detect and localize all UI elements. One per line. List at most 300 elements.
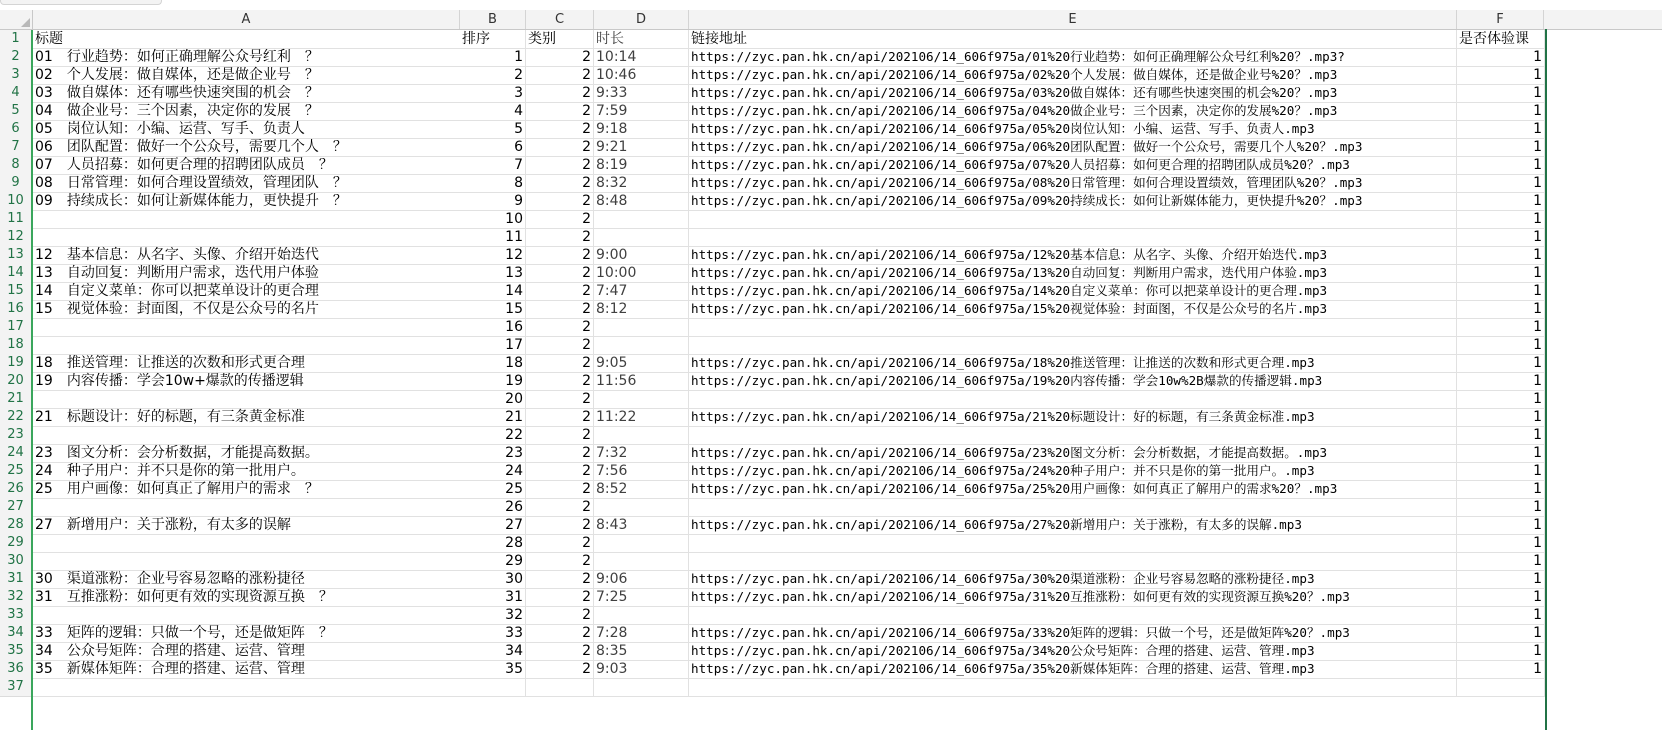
cell-d[interactable]: 9:00 — [594, 246, 689, 265]
cell-a[interactable]: 33 矩阵的逻辑：只做一个号，还是做矩阵 ？ — [33, 624, 460, 643]
cell-a[interactable]: 25 用户画像：如何真正了解用户的需求 ？ — [33, 480, 460, 499]
cell-e[interactable] — [689, 210, 1457, 229]
row-number[interactable]: 25 — [0, 462, 32, 481]
cell-d[interactable]: 8:52 — [594, 480, 689, 499]
table-row — [0, 300, 1662, 319]
cell-e[interactable]: https://zyc.pan.hk.cn/api/202106/14_606f975a/08%20日常管理：如何合理设置绩效，管理团队%20？.mp3 — [689, 174, 1457, 193]
toolbar-remnant — [0, 0, 1662, 10]
cell-b[interactable]: 26 — [460, 498, 526, 517]
table-row — [0, 552, 1662, 571]
cell-c[interactable]: 2 — [526, 138, 594, 157]
table-row — [0, 48, 1662, 67]
cell-c[interactable]: 2 — [526, 444, 594, 463]
cell-b[interactable]: 5 — [460, 120, 526, 139]
cell-d[interactable]: 7:25 — [594, 588, 689, 607]
cell-d[interactable]: 9:03 — [594, 660, 689, 679]
cell-c[interactable]: 2 — [526, 246, 594, 265]
cell-d[interactable] — [594, 426, 689, 445]
cell-b[interactable]: 12 — [460, 246, 526, 265]
cell-a[interactable]: 12 基本信息：从名字、头像、介绍开始迭代 — [33, 246, 460, 265]
cell-a[interactable]: 30 渠道涨粉：企业号容易忽略的涨粉捷径 — [33, 570, 460, 589]
table-row — [0, 156, 1662, 175]
row-number[interactable]: 37 — [0, 678, 32, 697]
cell-d[interactable] — [594, 318, 689, 337]
cell-a[interactable] — [33, 228, 460, 247]
cell-a[interactable]: 18 推送管理：让推送的次数和形式更合理 — [33, 354, 460, 373]
column-header-row — [0, 10, 1662, 30]
row-number[interactable]: 10 — [0, 192, 32, 211]
row-number[interactable]: 29 — [0, 534, 32, 553]
cell-b[interactable]: 14 — [460, 282, 526, 301]
column-header-f[interactable]: F — [1457, 10, 1544, 29]
table-row — [0, 228, 1662, 247]
table-row — [0, 354, 1662, 373]
cell-f[interactable]: 1 — [1457, 606, 1545, 625]
cell-c[interactable]: 2 — [526, 354, 594, 373]
cell-f[interactable]: 1 — [1457, 462, 1545, 481]
row-number[interactable]: 14 — [0, 264, 32, 283]
cell-d[interactable] — [594, 498, 689, 517]
cell-a[interactable] — [33, 678, 460, 697]
cell-d[interactable]: 8:43 — [594, 516, 689, 535]
cell-c[interactable]: 2 — [526, 318, 594, 337]
cell-a[interactable]: 21 标题设计：好的标题，有三条黄金标准 — [33, 408, 460, 427]
column-header-a[interactable]: A — [33, 10, 460, 29]
table-row — [0, 138, 1662, 157]
table-row — [0, 264, 1662, 283]
cell-e[interactable]: 链接地址 — [689, 30, 1457, 49]
cell-d[interactable]: 8:48 — [594, 192, 689, 211]
cell-d[interactable]: 8:32 — [594, 174, 689, 193]
cell-b[interactable]: 32 — [460, 606, 526, 625]
cell-e[interactable]: https://zyc.pan.hk.cn/api/202106/14_606f975a/27%20新增用户：关于涨粉，有太多的误解.mp3 — [689, 516, 1457, 535]
cell-f[interactable]: 1 — [1457, 192, 1545, 211]
table-row — [0, 516, 1662, 535]
column-header-b[interactable]: B — [460, 10, 526, 29]
row-number[interactable]: 36 — [0, 660, 32, 679]
cell-a[interactable]: 31 互推涨粉：如何更有效的实现资源互换 ？ — [33, 588, 460, 607]
cell-d[interactable]: 10:46 — [594, 66, 689, 85]
table-row — [0, 624, 1662, 643]
cell-b[interactable]: 4 — [460, 102, 526, 121]
row-number[interactable]: 5 — [0, 102, 32, 121]
cell-a[interactable]: 35 新媒体矩阵：合理的搭建、运营、管理 — [33, 660, 460, 679]
cell-b[interactable]: 1 — [460, 48, 526, 67]
cell-a[interactable]: 01 行业趋势：如何正确理解公众号红利 ？ — [33, 48, 460, 67]
cell-f[interactable]: 1 — [1457, 570, 1545, 589]
cell-b[interactable]: 24 — [460, 462, 526, 481]
cell-e[interactable]: https://zyc.pan.hk.cn/api/202106/14_606f975a/03%20做自媒体：还有哪些快速突围的机会%20？.mp3 — [689, 84, 1457, 103]
cell-f[interactable]: 1 — [1457, 552, 1545, 571]
table-row — [0, 30, 1662, 49]
cell-d[interactable]: 11:56 — [594, 372, 689, 391]
row-number[interactable]: 7 — [0, 138, 32, 157]
cell-b[interactable]: 33 — [460, 624, 526, 643]
table-row — [0, 588, 1662, 607]
cell-a[interactable]: 05 岗位认知：小编、运营、写手、负责人 — [33, 120, 460, 139]
cell-d[interactable]: 9:06 — [594, 570, 689, 589]
cell-a[interactable]: 07 人员招募：如何更合理的招聘团队成员 ？ — [33, 156, 460, 175]
cell-e[interactable]: https://zyc.pan.hk.cn/api/202106/14_606f975a/30%20渠道涨粉：企业号容易忽略的涨粉捷径.mp3 — [689, 570, 1457, 589]
cell-e[interactable] — [689, 606, 1457, 625]
cell-a[interactable]: 14 自定义菜单：你可以把菜单设计的更合理 — [33, 282, 460, 301]
cell-d[interactable]: 7:59 — [594, 102, 689, 121]
cell-a[interactable]: 03 做自媒体：还有哪些快速突围的机会 ？ — [33, 84, 460, 103]
row-number[interactable]: 15 — [0, 282, 32, 301]
cell-f[interactable]: 1 — [1457, 660, 1545, 679]
cell-f[interactable]: 1 — [1457, 120, 1545, 139]
row-number[interactable]: 26 — [0, 480, 32, 499]
cell-e[interactable] — [689, 336, 1457, 355]
cell-a[interactable]: 15 视觉体验：封面图，不仅是公众号的名片 — [33, 300, 460, 319]
cell-e[interactable]: https://zyc.pan.hk.cn/api/202106/14_606f975a/07%20人员招募：如何更合理的招聘团队成员%20？.mp3 — [689, 156, 1457, 175]
cell-e[interactable]: https://zyc.pan.hk.cn/api/202106/14_606f975a/15%20视觉体验：封面图，不仅是公众号的名片.mp3 — [689, 300, 1457, 319]
cell-a[interactable] — [33, 606, 460, 625]
row-number[interactable]: 34 — [0, 624, 32, 643]
row-number[interactable]: 19 — [0, 354, 32, 373]
row-number[interactable]: 12 — [0, 228, 32, 247]
cell-d[interactable]: 10:00 — [594, 264, 689, 283]
cell-b[interactable]: 3 — [460, 84, 526, 103]
cell-c[interactable]: 2 — [526, 336, 594, 355]
table-row — [0, 84, 1662, 103]
cell-a[interactable] — [33, 552, 460, 571]
cell-f[interactable]: 1 — [1457, 246, 1545, 265]
row-number[interactable]: 32 — [0, 588, 32, 607]
table-row — [0, 444, 1662, 463]
cell-f[interactable] — [1457, 678, 1545, 697]
cell-d[interactable]: 8:35 — [594, 642, 689, 661]
cell-a[interactable] — [33, 426, 460, 445]
table-row — [0, 660, 1662, 679]
cell-c[interactable]: 2 — [526, 606, 594, 625]
cell-c[interactable]: 2 — [526, 570, 594, 589]
cell-f[interactable]: 1 — [1457, 228, 1545, 247]
cell-f[interactable]: 1 — [1457, 138, 1545, 157]
row-number[interactable]: 30 — [0, 552, 32, 571]
cell-a[interactable]: 09 持续成长：如何让新媒体能力，更快提升 ？ — [33, 192, 460, 211]
cell-c[interactable]: 2 — [526, 498, 594, 517]
cell-c[interactable]: 2 — [526, 660, 594, 679]
cell-a[interactable]: 13 自动回复：判断用户需求，迭代用户体验 — [33, 264, 460, 283]
cell-c[interactable]: 2 — [526, 192, 594, 211]
cell-e[interactable]: https://zyc.pan.hk.cn/api/202106/14_606f975a/35%20新媒体矩阵：合理的搭建、运营、管理.mp3 — [689, 660, 1457, 679]
cell-d[interactable] — [594, 552, 689, 571]
cell-b[interactable]: 21 — [460, 408, 526, 427]
cell-b[interactable]: 18 — [460, 354, 526, 373]
cell-d[interactable]: 9:21 — [594, 138, 689, 157]
cell-d[interactable]: 11:22 — [594, 408, 689, 427]
cell-b[interactable]: 27 — [460, 516, 526, 535]
cell-e[interactable]: https://zyc.pan.hk.cn/api/202106/14_606f975a/06%20团队配置：做好一个公众号，需要几个人%20？.mp3 — [689, 138, 1457, 157]
cell-e[interactable] — [689, 498, 1457, 517]
cell-f[interactable]: 1 — [1457, 516, 1545, 535]
cell-f[interactable]: 1 — [1457, 372, 1545, 391]
row-number[interactable]: 35 — [0, 642, 32, 661]
cell-c[interactable]: 2 — [526, 84, 594, 103]
cell-f[interactable]: 1 — [1457, 84, 1545, 103]
row-number[interactable]: 8 — [0, 156, 32, 175]
cell-e[interactable]: https://zyc.pan.hk.cn/api/202106/14_606f975a/31%20互推涨粉：如何更有效的实现资源互换%20？.mp3 — [689, 588, 1457, 607]
row-number[interactable]: 9 — [0, 174, 32, 193]
cell-a[interactable] — [33, 390, 460, 409]
cell-c[interactable]: 2 — [526, 156, 594, 175]
cell-c[interactable]: 2 — [526, 462, 594, 481]
row-number[interactable]: 33 — [0, 606, 32, 625]
table-row — [0, 318, 1662, 337]
table-row — [0, 372, 1662, 391]
cell-f[interactable]: 1 — [1457, 354, 1545, 373]
table-row — [0, 480, 1662, 499]
cell-e[interactable]: https://zyc.pan.hk.cn/api/202106/14_606f975a/21%20标题设计：好的标题，有三条黄金标准.mp3 — [689, 408, 1457, 427]
table-row — [0, 570, 1662, 589]
table-row — [0, 408, 1662, 427]
row-number[interactable]: 27 — [0, 498, 32, 517]
cell-f[interactable]: 1 — [1457, 174, 1545, 193]
cell-a[interactable]: 24 种子用户：并不只是你的第一批用户。 — [33, 462, 460, 481]
cell-c[interactable] — [526, 678, 594, 697]
column-header-blank — [1547, 10, 1662, 30]
cell-e[interactable]: https://zyc.pan.hk.cn/api/202106/14_606f975a/09%20持续成长：如何让新媒体能力，更快提升%20？.mp3 — [689, 192, 1457, 211]
row-number[interactable]: 1 — [0, 30, 32, 49]
cell-c[interactable]: 2 — [526, 642, 594, 661]
cell-e[interactable]: https://zyc.pan.hk.cn/api/202106/14_606f975a/13%20自动回复：判断用户需求，迭代用户体验.mp3 — [689, 264, 1457, 283]
cell-d[interactable] — [594, 228, 689, 247]
cell-f[interactable]: 1 — [1457, 102, 1545, 121]
cell-b[interactable]: 16 — [460, 318, 526, 337]
cell-b[interactable]: 19 — [460, 372, 526, 391]
cell-f[interactable]: 1 — [1457, 318, 1545, 337]
table-row — [0, 498, 1662, 517]
cell-e[interactable] — [689, 228, 1457, 247]
cell-f[interactable]: 1 — [1457, 336, 1545, 355]
row-number[interactable]: 18 — [0, 336, 32, 355]
cell-b[interactable]: 17 — [460, 336, 526, 355]
cell-f[interactable]: 1 — [1457, 300, 1545, 319]
cell-b[interactable]: 20 — [460, 390, 526, 409]
column-header-d[interactable]: D — [594, 10, 689, 29]
cell-c[interactable]: 2 — [526, 624, 594, 643]
cell-c[interactable]: 2 — [526, 102, 594, 121]
column-header-e[interactable]: E — [689, 10, 1457, 29]
cell-b[interactable]: 28 — [460, 534, 526, 553]
cell-a[interactable]: 标题 — [33, 30, 460, 49]
table-row — [0, 210, 1662, 229]
cell-f[interactable]: 1 — [1457, 264, 1545, 283]
cell-b[interactable]: 30 — [460, 570, 526, 589]
row-number[interactable]: 31 — [0, 570, 32, 589]
cell-f[interactable]: 1 — [1457, 444, 1545, 463]
cell-c[interactable]: 2 — [526, 282, 594, 301]
cell-a[interactable]: 19 内容传播：学会10w+爆款的传播逻辑 — [33, 372, 460, 391]
cell-d[interactable] — [594, 336, 689, 355]
cell-b[interactable]: 7 — [460, 156, 526, 175]
cell-c[interactable]: 2 — [526, 120, 594, 139]
cell-c[interactable]: 2 — [526, 588, 594, 607]
cell-b[interactable]: 22 — [460, 426, 526, 445]
row-number[interactable]: 13 — [0, 246, 32, 265]
cell-e[interactable] — [689, 390, 1457, 409]
cell-d[interactable] — [594, 210, 689, 229]
table-row — [0, 120, 1662, 139]
cell-d[interactable]: 8:12 — [594, 300, 689, 319]
cell-b[interactable]: 29 — [460, 552, 526, 571]
cell-e[interactable]: https://zyc.pan.hk.cn/api/202106/14_606f975a/24%20种子用户：并不只是你的第一批用户。.mp3 — [689, 462, 1457, 481]
cell-a[interactable] — [33, 498, 460, 517]
cell-f[interactable]: 1 — [1457, 390, 1545, 409]
row-number[interactable]: 21 — [0, 390, 32, 409]
cell-f[interactable]: 1 — [1457, 48, 1545, 67]
table-row — [0, 390, 1662, 409]
cell-b[interactable]: 23 — [460, 444, 526, 463]
cell-f[interactable]: 1 — [1457, 426, 1545, 445]
cell-e[interactable]: https://zyc.pan.hk.cn/api/202106/14_606f975a/19%20内容传播：学会10w%2B爆款的传播逻辑.mp3 — [689, 372, 1457, 391]
cell-c[interactable]: 2 — [526, 390, 594, 409]
cell-b[interactable]: 9 — [460, 192, 526, 211]
cell-e[interactable] — [689, 318, 1457, 337]
table-row — [0, 534, 1662, 553]
cell-c[interactable]: 2 — [526, 210, 594, 229]
cell-e[interactable]: https://zyc.pan.hk.cn/api/202106/14_606f975a/34%20公众号矩阵：合理的搭建、运营、管理.mp3 — [689, 642, 1457, 661]
cell-f[interactable]: 是否体验课 — [1457, 30, 1545, 49]
cell-c[interactable]: 2 — [526, 174, 594, 193]
cell-a[interactable]: 06 团队配置：做好一个公众号，需要几个人 ？ — [33, 138, 460, 157]
row-number[interactable]: 11 — [0, 210, 32, 229]
cell-e[interactable]: https://zyc.pan.hk.cn/api/202106/14_606f975a/12%20基本信息：从名字、头像、介绍开始迭代.mp3 — [689, 246, 1457, 265]
cell-d[interactable]: 7:28 — [594, 624, 689, 643]
cell-e[interactable]: https://zyc.pan.hk.cn/api/202106/14_606f975a/02%20个人发展：做自媒体，还是做企业号%20？.mp3 — [689, 66, 1457, 85]
cell-b[interactable]: 11 — [460, 228, 526, 247]
cell-c[interactable]: 2 — [526, 426, 594, 445]
row-number[interactable]: 17 — [0, 318, 32, 337]
cell-b[interactable]: 2 — [460, 66, 526, 85]
cell-b[interactable]: 34 — [460, 642, 526, 661]
cell-b[interactable]: 31 — [460, 588, 526, 607]
cell-b[interactable]: 10 — [460, 210, 526, 229]
cell-a[interactable]: 23 图文分析：会分析数据，才能提高数据。 — [33, 444, 460, 463]
cell-e[interactable] — [689, 426, 1457, 445]
cell-f[interactable]: 1 — [1457, 534, 1545, 553]
cell-f[interactable]: 1 — [1457, 480, 1545, 499]
cell-b[interactable]: 排序 — [460, 30, 526, 49]
cell-d[interactable]: 8:19 — [594, 156, 689, 175]
cell-d[interactable] — [594, 606, 689, 625]
spreadsheet-grid[interactable] — [0, 10, 1662, 730]
cell-d[interactable]: 7:56 — [594, 462, 689, 481]
cell-e[interactable] — [689, 678, 1457, 697]
select-all-corner[interactable] — [0, 10, 33, 29]
cell-a[interactable]: 08 日常管理：如何合理设置绩效，管理团队 ？ — [33, 174, 460, 193]
cell-a[interactable]: 27 新增用户：关于涨粉，有太多的误解 — [33, 516, 460, 535]
cell-c[interactable]: 类别 — [526, 30, 594, 49]
cell-c[interactable]: 2 — [526, 264, 594, 283]
cell-f[interactable]: 1 — [1457, 588, 1545, 607]
cell-f[interactable]: 1 — [1457, 210, 1545, 229]
cell-d[interactable] — [594, 390, 689, 409]
cell-f[interactable]: 1 — [1457, 642, 1545, 661]
row-number[interactable]: 16 — [0, 300, 32, 319]
cell-c[interactable]: 2 — [526, 480, 594, 499]
cell-a[interactable] — [33, 336, 460, 355]
cell-b[interactable]: 15 — [460, 300, 526, 319]
row-number[interactable]: 2 — [0, 48, 32, 67]
row-number[interactable]: 24 — [0, 444, 32, 463]
cell-c[interactable]: 2 — [526, 408, 594, 427]
cell-a[interactable]: 34 公众号矩阵：合理的搭建、运营、管理 — [33, 642, 460, 661]
table-row — [0, 174, 1662, 193]
table-row — [0, 642, 1662, 661]
cell-b[interactable]: 8 — [460, 174, 526, 193]
cell-b[interactable] — [460, 678, 526, 697]
cell-c[interactable]: 2 — [526, 300, 594, 319]
cell-d[interactable]: 9:18 — [594, 120, 689, 139]
row-number[interactable]: 22 — [0, 408, 32, 427]
cell-e[interactable]: https://zyc.pan.hk.cn/api/202106/14_606f975a/23%20图文分析：会分析数据，才能提高数据。.mp3 — [689, 444, 1457, 463]
row-number[interactable]: 4 — [0, 84, 32, 103]
cell-b[interactable]: 25 — [460, 480, 526, 499]
cell-c[interactable]: 2 — [526, 48, 594, 67]
cell-d[interactable]: 7:47 — [594, 282, 689, 301]
table-row — [0, 678, 1662, 697]
cell-e[interactable]: https://zyc.pan.hk.cn/api/202106/14_606f975a/05%20岗位认知：小编、运营、写手、负责人.mp3 — [689, 120, 1457, 139]
cell-d[interactable]: 7:32 — [594, 444, 689, 463]
cell-e[interactable] — [689, 552, 1457, 571]
cell-e[interactable]: https://zyc.pan.hk.cn/api/202106/14_606f975a/01%20行业趋势：如何正确理解公众号红利%20？.mp3? — [689, 48, 1457, 67]
cell-b[interactable]: 13 — [460, 264, 526, 283]
cell-c[interactable]: 2 — [526, 552, 594, 571]
cell-d[interactable]: 时长 — [594, 30, 689, 49]
row-number[interactable]: 6 — [0, 120, 32, 139]
cell-c[interactable]: 2 — [526, 66, 594, 85]
row-number[interactable]: 23 — [0, 426, 32, 445]
cell-d[interactable]: 9:33 — [594, 84, 689, 103]
cell-f[interactable]: 1 — [1457, 408, 1545, 427]
cell-e[interactable]: https://zyc.pan.hk.cn/api/202106/14_606f975a/14%20自定义菜单：你可以把菜单设计的更合理.mp3 — [689, 282, 1457, 301]
cell-d[interactable]: 9:05 — [594, 354, 689, 373]
cell-d[interactable] — [594, 678, 689, 697]
cell-f[interactable]: 1 — [1457, 624, 1545, 643]
cell-f[interactable]: 1 — [1457, 156, 1545, 175]
cell-c[interactable]: 2 — [526, 516, 594, 535]
cell-a[interactable] — [33, 210, 460, 229]
table-row — [0, 336, 1662, 355]
cell-b[interactable]: 6 — [460, 138, 526, 157]
cell-f[interactable]: 1 — [1457, 66, 1545, 85]
cell-e[interactable] — [689, 534, 1457, 553]
row-number[interactable]: 28 — [0, 516, 32, 535]
cell-a[interactable] — [33, 318, 460, 337]
cell-d[interactable]: 10:14 — [594, 48, 689, 67]
cell-a[interactable]: 02 个人发展：做自媒体，还是做企业号 ？ — [33, 66, 460, 85]
cell-e[interactable]: https://zyc.pan.hk.cn/api/202106/14_606f975a/04%20做企业号：三个因素，决定你的发展%20？.mp3 — [689, 102, 1457, 121]
cell-a[interactable] — [33, 534, 460, 553]
cell-c[interactable]: 2 — [526, 534, 594, 553]
row-number[interactable]: 20 — [0, 372, 32, 391]
cell-f[interactable]: 1 — [1457, 498, 1545, 517]
row-number[interactable]: 3 — [0, 66, 32, 85]
cell-a[interactable]: 04 做企业号：三个因素，决定你的发展 ？ — [33, 102, 460, 121]
cell-e[interactable]: https://zyc.pan.hk.cn/api/202106/14_606f975a/18%20推送管理：让推送的次数和形式更合理.mp3 — [689, 354, 1457, 373]
cell-b[interactable]: 35 — [460, 660, 526, 679]
cell-d[interactable] — [594, 534, 689, 553]
column-header-c[interactable]: C — [526, 10, 594, 29]
cell-e[interactable]: https://zyc.pan.hk.cn/api/202106/14_606f975a/33%20矩阵的逻辑：只做一个号，还是做矩阵%20？.mp3 — [689, 624, 1457, 643]
tab-remnant — [0, 0, 162, 5]
cell-c[interactable]: 2 — [526, 228, 594, 247]
cell-f[interactable]: 1 — [1457, 282, 1545, 301]
cell-e[interactable]: https://zyc.pan.hk.cn/api/202106/14_606f975a/25%20用户画像：如何真正了解用户的需求%20？.mp3 — [689, 480, 1457, 499]
cell-c[interactable]: 2 — [526, 372, 594, 391]
